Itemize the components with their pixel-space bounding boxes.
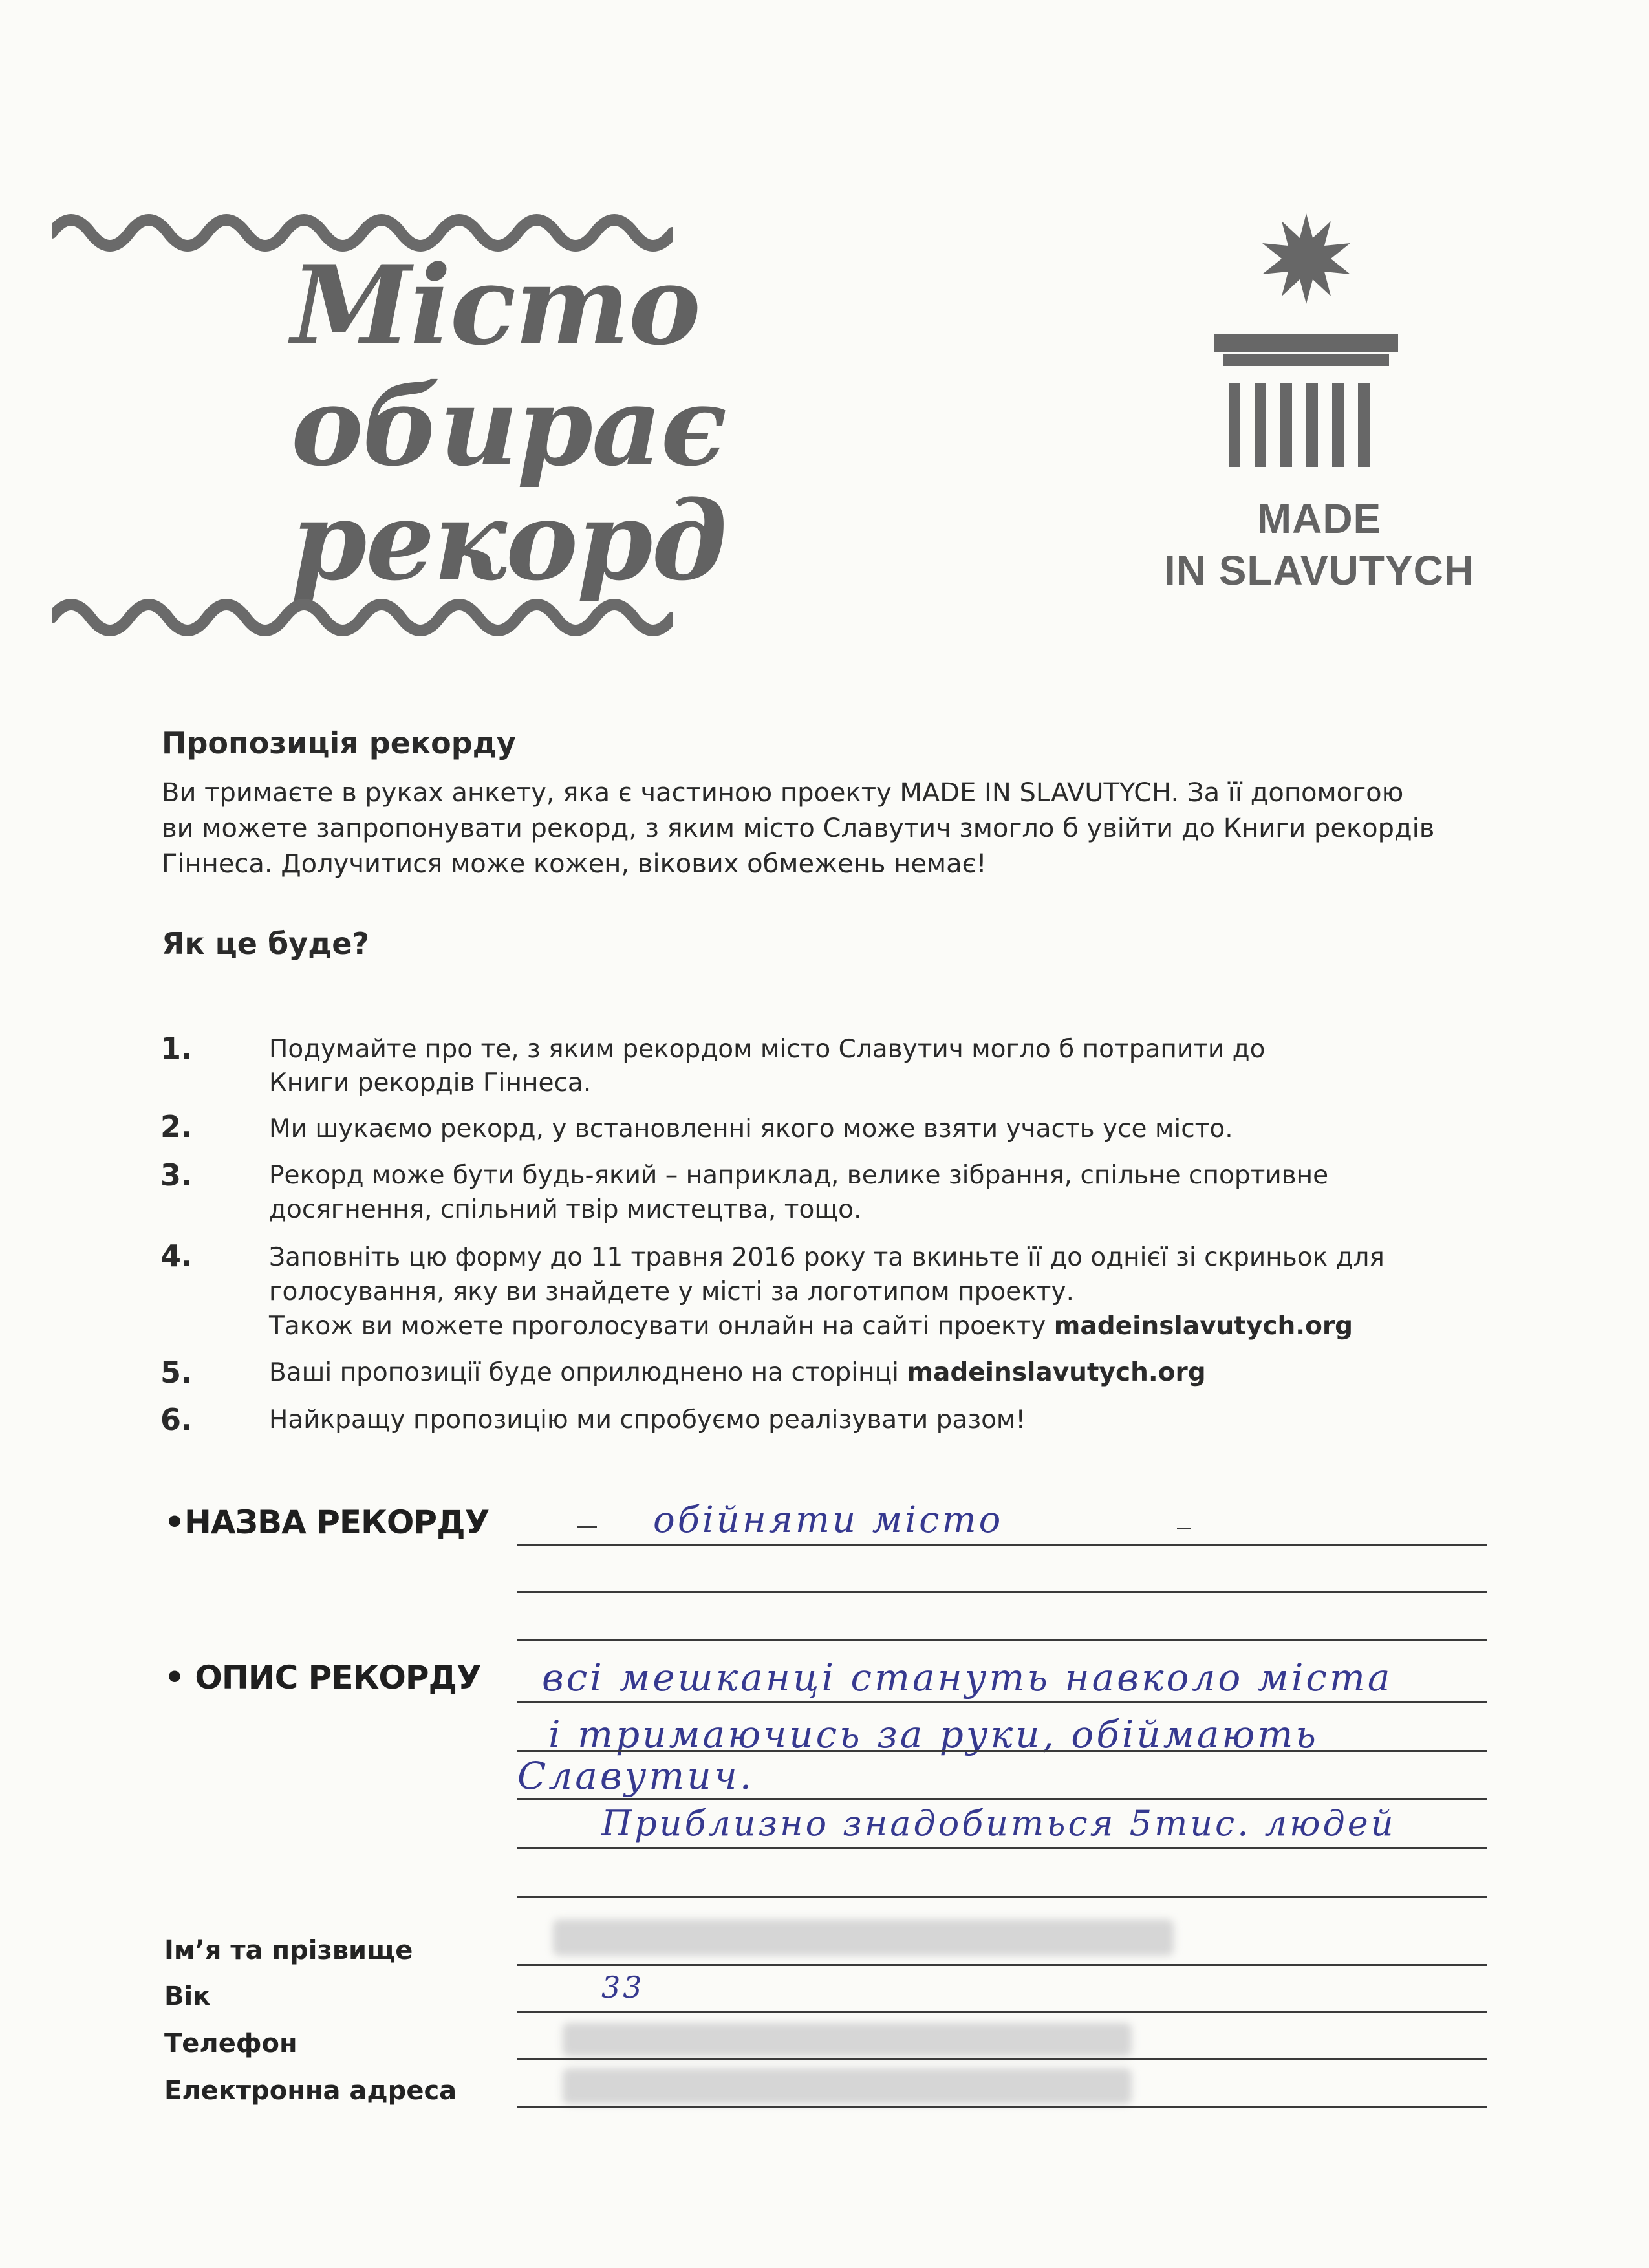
step-4-line-3-text: Також ви можете проголосувати онлайн на сайті проекту bbox=[269, 1312, 1054, 1341]
fullname-label: Ім’я та прізвище bbox=[164, 1936, 413, 1965]
description-line-5 bbox=[517, 1896, 1487, 1898]
description-handwriting-line-1[interactable]: всі мешканці стануть навколо міста bbox=[542, 1656, 1393, 1700]
record-name-line-3 bbox=[517, 1639, 1487, 1641]
record-name-label: •НАЗВА РЕКОРДУ bbox=[164, 1504, 490, 1541]
age-handwriting[interactable]: 33 bbox=[601, 1970, 645, 2005]
record-name-line-2 bbox=[517, 1591, 1487, 1593]
logo-text-slavutych: IN SLAVUTYCH bbox=[1163, 547, 1475, 594]
step-3-line-2: досягнення, спільний твір мистецтва, тощо. bbox=[269, 1195, 862, 1224]
phone-line[interactable] bbox=[517, 2058, 1487, 2060]
phone-redacted bbox=[563, 2023, 1132, 2057]
step-number-3: 3. bbox=[160, 1158, 193, 1193]
phone-label: Телефон bbox=[164, 2029, 297, 2058]
website-link-1[interactable]: madeinslavutych.org bbox=[1053, 1312, 1353, 1341]
record-name-handwriting[interactable]: обійняти місто bbox=[653, 1499, 1004, 1541]
step-number-1: 1. bbox=[160, 1031, 193, 1066]
title-line-2: обирає bbox=[291, 362, 726, 490]
intro-line-1: Ви тримаєте в руках анкету, яка є частиною проекту MADE IN SLAVUTYCH. За її допомогою bbox=[162, 778, 1404, 808]
description-handwriting-line-3[interactable]: Славутич. bbox=[517, 1754, 755, 1798]
step-4-line-1: Заповніть цю форму до 11 травня 2016 року та вкиньте її до однієї зі скриньок для bbox=[269, 1243, 1385, 1272]
step-number-2: 2. bbox=[160, 1109, 193, 1144]
title-line-3: рекорд bbox=[291, 477, 726, 605]
description-handwriting-line-4[interactable]: Приблизно знадобиться 5тис. людей bbox=[601, 1803, 1396, 1844]
name-dash-right bbox=[1177, 1528, 1191, 1529]
step-5-line-1 bbox=[269, 1358, 1206, 1387]
step-3-line-1: Рекорд може бути будь-який – наприклад, велике зібрання, спільне спортивне bbox=[269, 1161, 1329, 1190]
step-4-line-3 bbox=[269, 1312, 1353, 1341]
step-1-line-1: Подумайте про те, з яким рекордом місто Славутич могло б потрапити до bbox=[269, 1035, 1266, 1064]
record-description-label-text: ОПИС РЕКОРДУ bbox=[195, 1659, 481, 1696]
proposal-heading: Пропозиція рекорду bbox=[162, 726, 516, 761]
age-label: Вік bbox=[164, 1982, 211, 2011]
email-line[interactable] bbox=[517, 2106, 1487, 2108]
step-6-line-1: Найкращу пропозицію ми спробуємо реалізувати разом! bbox=[269, 1405, 1026, 1434]
step-number-4: 4. bbox=[160, 1238, 193, 1273]
step-1-line-2: Книги рекордів Гіннеса. bbox=[269, 1068, 592, 1097]
website-link-2[interactable]: madeinslavutych.org bbox=[907, 1358, 1206, 1387]
title-line-1: Місто bbox=[291, 241, 700, 369]
step-number-6: 6. bbox=[160, 1402, 193, 1437]
step-number-5: 5. bbox=[160, 1355, 193, 1390]
how-heading: Як це буде? bbox=[162, 926, 370, 961]
age-line bbox=[517, 2011, 1487, 2013]
description-handwriting-line-2[interactable]: і тримаючись за руки, обіймають bbox=[548, 1712, 1319, 1756]
name-dash-left bbox=[577, 1526, 597, 1528]
step-4-line-2: голосування, яку ви знайдете у місті за логотипом проекту. bbox=[269, 1277, 1074, 1306]
fullname-redacted bbox=[553, 1919, 1174, 1956]
description-line-4 bbox=[517, 1847, 1487, 1849]
fullname-line[interactable] bbox=[517, 1964, 1487, 1966]
email-label: Електронна адреса bbox=[164, 2076, 457, 2106]
bottom-wave-decoration bbox=[52, 592, 673, 643]
step-5-line-1-text: Ваші пропозиції буде оприлюднено на сторінці bbox=[269, 1358, 907, 1387]
intro-line-2: ви можете запропонувати рекорд, з яким місто Славутич змогло б увійти до Книги рекордів bbox=[162, 814, 1435, 843]
record-description-label: • ОПИС РЕКОРДУ bbox=[164, 1659, 481, 1696]
record-name-line-1 bbox=[517, 1544, 1487, 1546]
description-line-2 bbox=[517, 1750, 1487, 1752]
step-2-line-1: Ми шукаємо рекорд, у встановленні якого може взяти участь усе місто. bbox=[269, 1114, 1233, 1143]
intro-line-3: Гіннеса. Долучитися може кожен, вікових обмежень немає! bbox=[162, 849, 987, 879]
description-line-1 bbox=[517, 1701, 1487, 1703]
star-column-icon bbox=[1209, 213, 1403, 472]
description-line-3 bbox=[517, 1798, 1487, 1800]
record-name-label-text: НАЗВА РЕКОРДУ bbox=[184, 1504, 490, 1541]
email-redacted bbox=[563, 2068, 1132, 2104]
logo-text-made: MADE bbox=[1256, 495, 1382, 542]
